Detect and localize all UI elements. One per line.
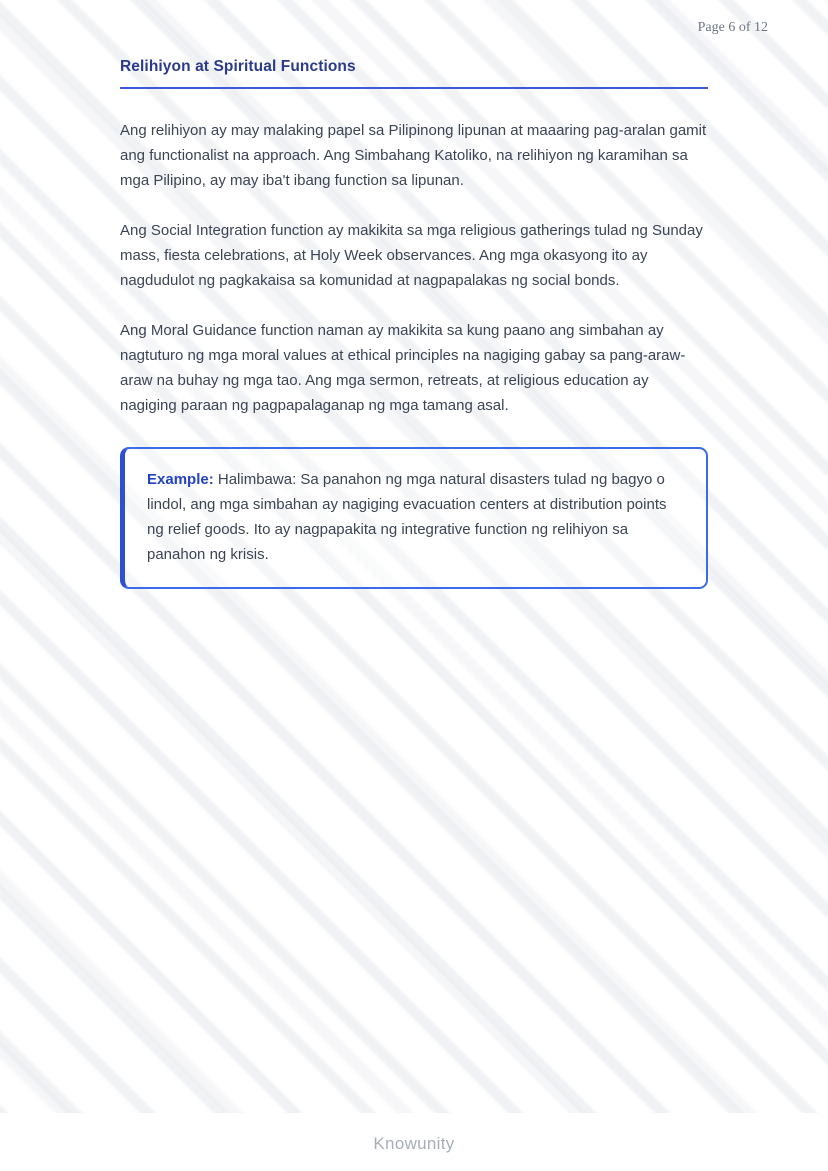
paragraph-moral-guidance: Ang Moral Guidance function naman ay makikita sa kung paano ang simbahan ay nagtuturo ng mga moral values at ethical principles na nagiging gabay sa pang-araw-araw na buhay ng mga tao. Ang mga sermon, retreats, at religious education ay nagiging paraan ng pagpapalaganap ng mga tamang asal. [120,322,686,414]
example-label: Example: [147,471,214,488]
paragraph-social-integration: Ang Social Integration function ay makikita sa mga religious gatherings tulad ng Sunday mass, fiesta celebrations, at Holy Week observances. Ang mga okasyong ito ay nagdudulot ng pagkakaisa sa komunidad at nagpapalakas ng social bonds. [120,222,703,289]
page-number: Page 6 of 12 [697,20,768,35]
example-callout-box [120,447,708,589]
example-body: Halimbawa: Sa panahon ng mga natural disasters tulad ng bagyo o lindol, ang mga simbahan ay nagiging evacuation centers at distribution points ng relief goods. Ito ay nagpapakita ng integrative function ng relihiyon sa panahon ng krisis. [147,471,667,563]
section-title: Relihiyon at Spiritual Functions [120,58,708,89]
example-text [147,467,682,567]
brand-footer: Knowunity [373,1134,455,1153]
article-content [120,58,708,589]
paragraph-intro: Ang relihiyon ay may malaking papel sa Pilipinong lipunan at maaaring pag-aralan gamit ang functionalist na approach. Ang Simbahang Katoliko, na relihiyon ng karamihan sa mga Pilipino, ay may iba't ibang function sa lipunan. [120,122,707,189]
